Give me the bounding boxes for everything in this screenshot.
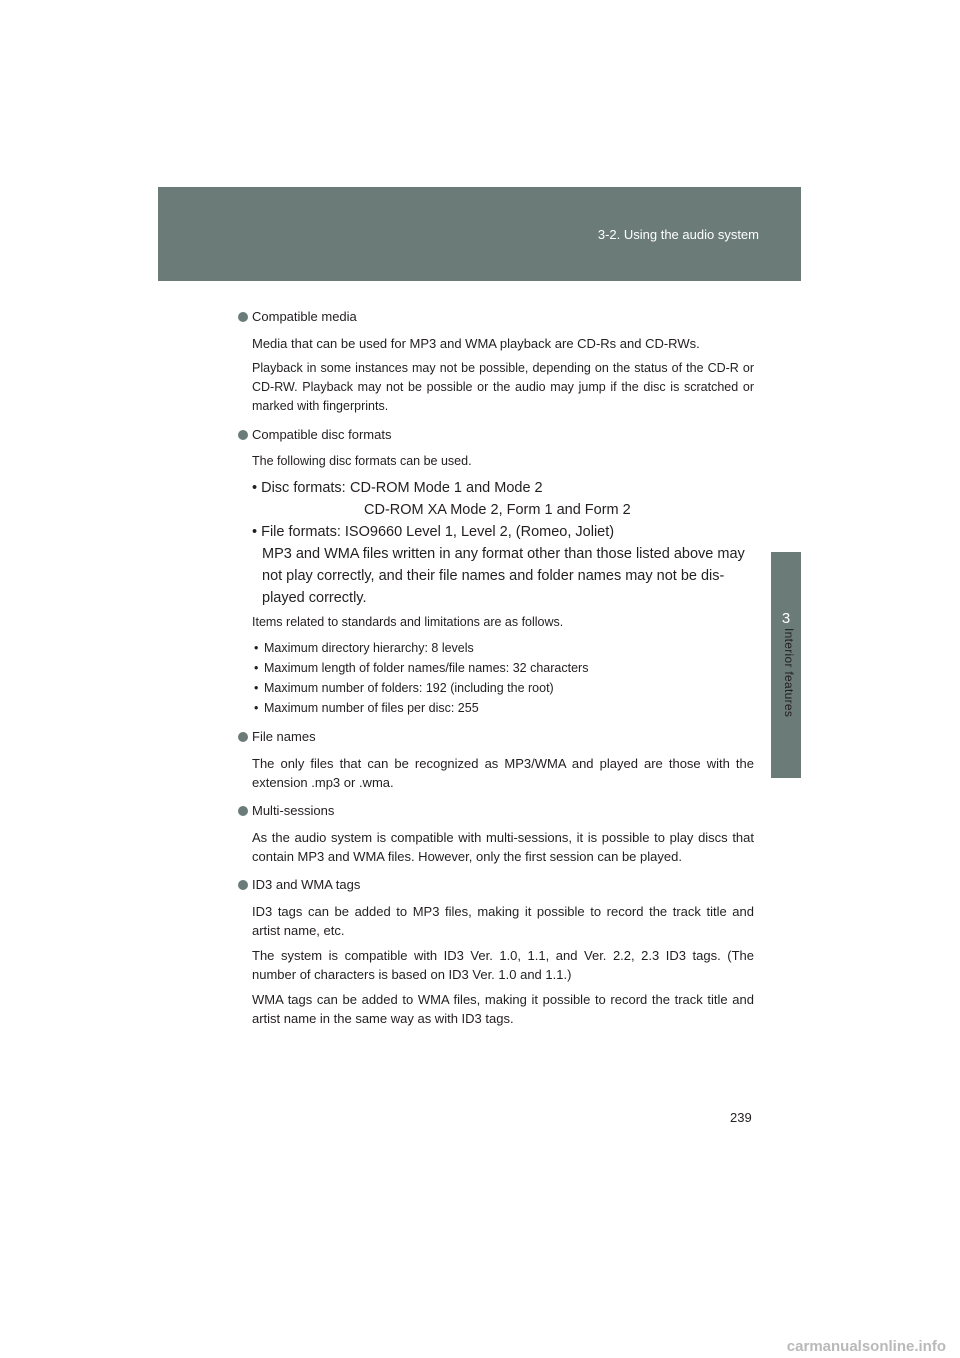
page-content	[238, 308, 754, 1038]
watermark: carmanualsonline.info	[786, 1338, 946, 1355]
disc-formats-value: CD-ROM Mode 1 and Mode 2	[350, 480, 543, 496]
file-formats-note: MP3 and WMA files written in any format other than those listed above may not play correctly, and their file names and folder names may not be dis- played correctly.	[262, 546, 745, 606]
paragraph: The only files that can be recognized as MP3/WMA and played are those with the extension .mp3 or .wma.	[252, 756, 754, 790]
paragraph: WMA tags can be added to WMA files, making it possible to record the track title and artist name in the same way as with ID3 tags.	[252, 992, 754, 1026]
section-multi-sessions	[238, 802, 754, 866]
disc-formats-row	[252, 477, 754, 499]
limits-list	[252, 638, 754, 718]
section-tags	[238, 876, 754, 1028]
header-band	[158, 187, 801, 281]
section-compatible-media	[238, 308, 754, 416]
bullet-dot-icon	[238, 312, 248, 322]
bullet-dot-icon	[238, 806, 248, 816]
bullet-dot-icon	[238, 430, 248, 440]
bullet-dot-icon	[238, 880, 248, 890]
limits-intro: Items related to standards and limitations are as follows.	[252, 615, 564, 629]
section-heading: Multi-sessions	[238, 802, 754, 820]
disc-formats-label: • Disc formats:	[252, 480, 346, 496]
disc-formats-value-2: CD-ROM XA Mode 2, Form 1 and Form 2	[364, 502, 631, 518]
format-list	[252, 477, 754, 609]
section-heading: Compatible media	[238, 308, 754, 326]
list-item: • Maximum directory hierarchy: 8 levels	[254, 641, 474, 655]
paragraph: Playback in some instances may not be possible, depending on the status of the CD-R or CD-RW. Playback may not be possible or the audio may jump if the disc is scratched or marked with fingerprints.	[252, 361, 754, 413]
bullet-dot-icon	[238, 732, 248, 742]
section-title: 3-2. Using the audio system	[597, 227, 759, 242]
paragraph: The system is compatible with ID3 Ver. 1.0, 1.1, and Ver. 2.2, 2.3 ID3 tags. (The number of characters is based on ID3 Ver. 1.0 and 1.1.)	[252, 948, 754, 982]
list-item: • Maximum number of files per disc: 255	[254, 701, 479, 715]
chapter-label: Interior features	[782, 628, 796, 718]
page-number: 239	[730, 1110, 752, 1125]
section-file-names	[238, 728, 754, 792]
section-disc-formats	[238, 426, 754, 718]
section-heading: ID3 and WMA tags	[238, 876, 754, 894]
paragraph: ID3 tags can be added to MP3 files, making it possible to record the track title and artist name, etc.	[252, 904, 754, 938]
paragraph: The following disc formats can be used.	[252, 454, 472, 468]
section-heading: File names	[238, 728, 754, 746]
file-formats-row: • File formats: ISO9660 Level 1, Level 2, (Romeo, Joliet)	[252, 524, 615, 540]
section-heading: Compatible disc formats	[238, 426, 754, 444]
paragraph: Media that can be used for MP3 and WMA playback are CD-Rs and CD-RWs.	[252, 336, 700, 351]
chapter-number: 3	[781, 610, 791, 627]
list-item: • Maximum length of folder names/file names: 32 characters	[254, 661, 589, 675]
list-item: • Maximum number of folders: 192 (including the root)	[254, 681, 554, 695]
paragraph: As the audio system is compatible with multi-sessions, it is possible to play discs that contain MP3 and WMA files. However, only the first session can be played.	[252, 830, 754, 864]
